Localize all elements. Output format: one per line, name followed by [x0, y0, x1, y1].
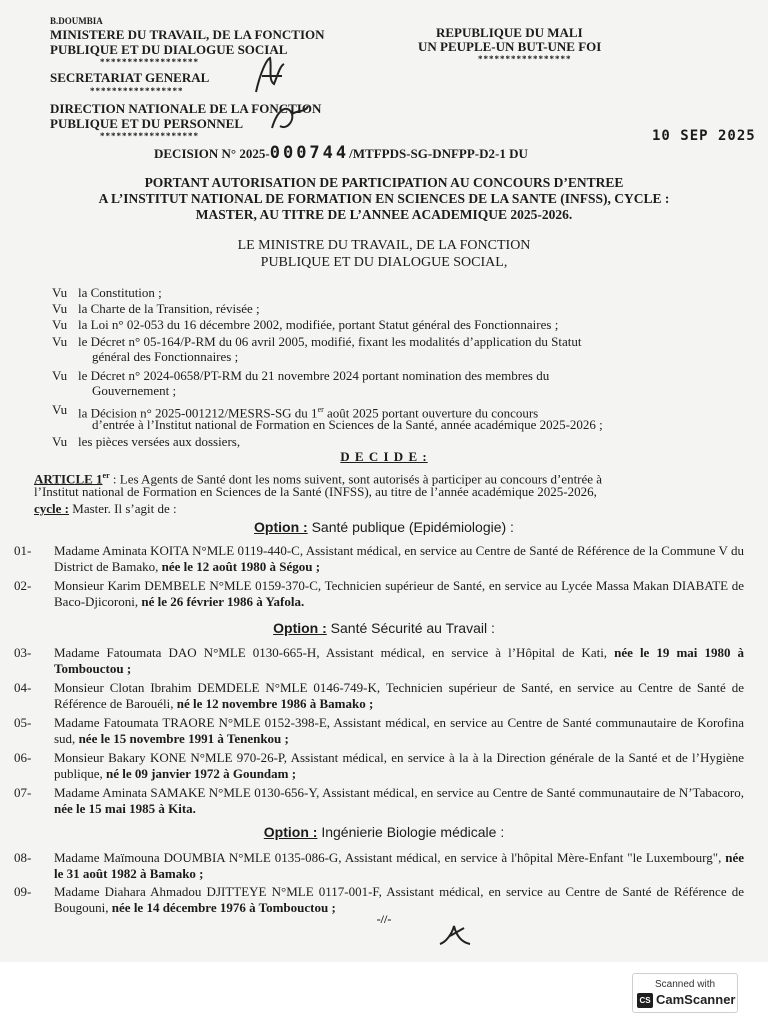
separator-stars: ******************	[100, 57, 199, 67]
option-heading: Option : Santé publique (Epidémiologie) :	[254, 519, 514, 535]
country-motto: UN PEUPLE-UN BUT-UNE FOI	[418, 39, 602, 54]
handwritten-paraph-mark	[436, 920, 476, 950]
handwritten-initial-mark	[248, 54, 290, 98]
scanned-with-label: Scanned with	[655, 979, 716, 990]
option-heading: Option : Santé Sécurité au Travail :	[273, 620, 495, 636]
title-line-3: MASTER, AU TITRE DE L’ANNEE ACADEMIQUE 2025-2026.	[195, 207, 573, 222]
option-heading: Option : Ingénierie Biologie médicale :	[263, 824, 505, 840]
handwritten-initial-mark	[268, 102, 312, 136]
date-stamp: 10 SEP 2025	[652, 128, 756, 144]
camscanner-badge	[632, 973, 738, 1013]
camscanner-label: CamScanner	[656, 992, 736, 1007]
separator-stars: *****************	[90, 86, 184, 96]
decision-prefix: DECISION N° 2025-	[154, 146, 270, 161]
ministry-line-1: MINISTERE DU TRAVAIL, DE LA FONCTION	[50, 27, 325, 42]
page-continuation-marker: -//-	[376, 912, 392, 926]
secretariat-general: SECRETARIAT GENERAL	[50, 70, 210, 85]
minister-line-2: PUBLIQUE ET DU DIALOGUE SOCIAL,	[260, 255, 508, 270]
separator-stars: *****************	[478, 54, 572, 64]
camscanner-logo-icon: CS	[637, 993, 653, 1008]
article-1-line-2: l’Institut national de Formation en Sciences de la Santé (INFSS), au titre de l’année académique 2025-2026,	[34, 484, 597, 499]
title-line-2: A L’INSTITUT NATIONAL DE FORMATION EN SCIENCES DE LA SANTE (INFSS), CYCLE :	[98, 191, 670, 206]
country-name: REPUBLIQUE DU MALI	[436, 25, 583, 40]
separator-stars: ******************	[100, 131, 199, 141]
decision-line	[154, 143, 528, 163]
article-1-line-1: ARTICLE 1er : Les Agents de Santé dont les noms suivent, sont autorisés à participer au concours d’entrée à	[34, 471, 603, 487]
decision-suffix: /MTFPDS-SG-DNFPP-D2-1 DU	[349, 146, 528, 161]
decision-number-stamp: 000744	[269, 143, 350, 163]
signatory-initials: B.DOUMBIA	[50, 16, 103, 26]
direction-line-2: PUBLIQUE ET DU PERSONNEL	[50, 116, 243, 131]
direction-line-1: DIRECTION NATIONALE DE LA FONCTION	[50, 101, 322, 116]
article-1-line-3: cycle : Master. Il s’agit de :	[34, 501, 177, 516]
ministry-line-2: PUBLIQUE ET DU DIALOGUE SOCIAL	[50, 42, 288, 57]
minister-line-1: LE MINISTRE DU TRAVAIL, DE LA FONCTION	[237, 238, 531, 253]
decide-heading: D E C I D E :	[340, 449, 428, 464]
title-line-1: PORTANT AUTORISATION DE PARTICIPATION AU CONCOURS D’ENTREE	[144, 175, 624, 190]
document-page: B.DOUMBIA MINISTERE DU TRAVAIL, DE LA FONCTION PUBLIQUE ET DU DIALOGUE SOCIAL ****************** SECRETARIAT GENERAL ***************** DIRECTION NATIONALE DE LA FONCTION PUBLIQUE ET DU PERSONNEL ****************** REPUBLIQUE DU MALI UN PEUPLE-UN BUT-UNE FOI ***************** DECISION N° 2025-000744/MTFPDS-SG-DNFPP-D2-1 DU 10 SEP 2025 PORTANT AUTORISATION DE PARTICIPATION AU CONCOURS D’ENTREE A L’INSTITUT NATIONAL DE FORMATION EN SCIENCES DE LA SANTE (INFSS), CYCLE : MASTER, AU TITRE DE L’ANNEE ACADEMIQUE 2025-2026. LE MINISTRE DU TRAVAIL, DE LA FONCTION PUBLIQUE ET DU DIALOGUE SOCIAL, Vu la Constitution ; Vu la Charte de la Transition, révisée ; Vu la Loi n° 02-053 du 16 décembre 2002, modifiée, portant Statut général des Fonctionnaires ; Vu le Décret n° 05-164/P-RM du 06 avril 2005, modifié, fixant les modalités d’application du Statut général des Fonctionnaires ; Vu le Décret n° 2024-0658/PT-RM du 21 novembre 2024 portant nomination des membres du Gouvernement ; Vu la Décision n° 2025-001212/MESRS-SG du 1er août 2025 portant ouverture du concours d’entrée à l’Institut national de Formation en Sciences de la Santé, année académique 2025-2026 ; Vu les pièces versées aux dossiers, D E C I D E : ARTICLE 1er : Les Agents de Santé dont les noms suivent, sont autorisés à participer au concours d’entrée à l’Institut national de Formation en Sciences de la Santé (INFSS), au titre de l’année académique 2025-2026, cycle : Master. Il s’agit de : Option : Santé publique (Epidémiologie) : 01- Madame Aminata KOITA N°MLE 0119-440-C, Assistant médical, en service au Centre de Santé de Référence de la Commune V du District de Bamako, née le 12 août 1980 à Ségou ; 02- Monsieur Karim DEMBELE N°MLE 0159-370-C, Technicien supérieur de Santé, en service au Lycée Massa Makan DIABATE de Baco-Djicoroni, né le 26 février 1986 à Yafola. Option : Santé Sécurité au Travail : 03- Madame Fatoumata DAO N°MLE 0130-665-H, Assistant médical, en service à l’Hôpital de Kati, née le 19 mai 1980 à Tombouctou ; 04- Monsieur Clotan Ibrahim DEMDELE N°MLE 0146-749-K, Technicien supérieur de Santé, en service au Centre de Santé de Référence de Barouéli, né le 12 novembre 1986 à Bamako ; 05- Madame Fatoumata TRAORE N°MLE 0152-398-E, Assistant médical, en service au Centre de Santé communautaire de Korofina sud, née le 15 novembre 1991 à Tenenkou ; 06- Monsieur Bakary KONE N°MLE 970-26-P, Assistant médical, en service à la à la Direction générale de la Santé et de l’Hygiène publique, né le 09 janvier 1972 à Goundam ; 07- Madame Aminata SAMAKE N°MLE 0130-656-Y, Assistant médical, en service au Centre de Santé communautaire de N’Tabacoro, née le 15 mai 1985 à Kita. Option : Ingénierie Biologie médicale : 08- Madame Maïmouna DOUMBIA N°MLE 0135-086-G, Assistant médical, en service à l'hôpital Mère-Enfant "le Luxembourg", née le 31 août 1982 à Bamako ; 09- Madame Diahara Ahmadou DJITTEYE N°MLE 0117-001-F, Assistant médical, en service au Centre de Santé de Référence de Bougouni, née le 14 décembre 1976 à Tombouctou ; -//-	[0, 0, 768, 962]
